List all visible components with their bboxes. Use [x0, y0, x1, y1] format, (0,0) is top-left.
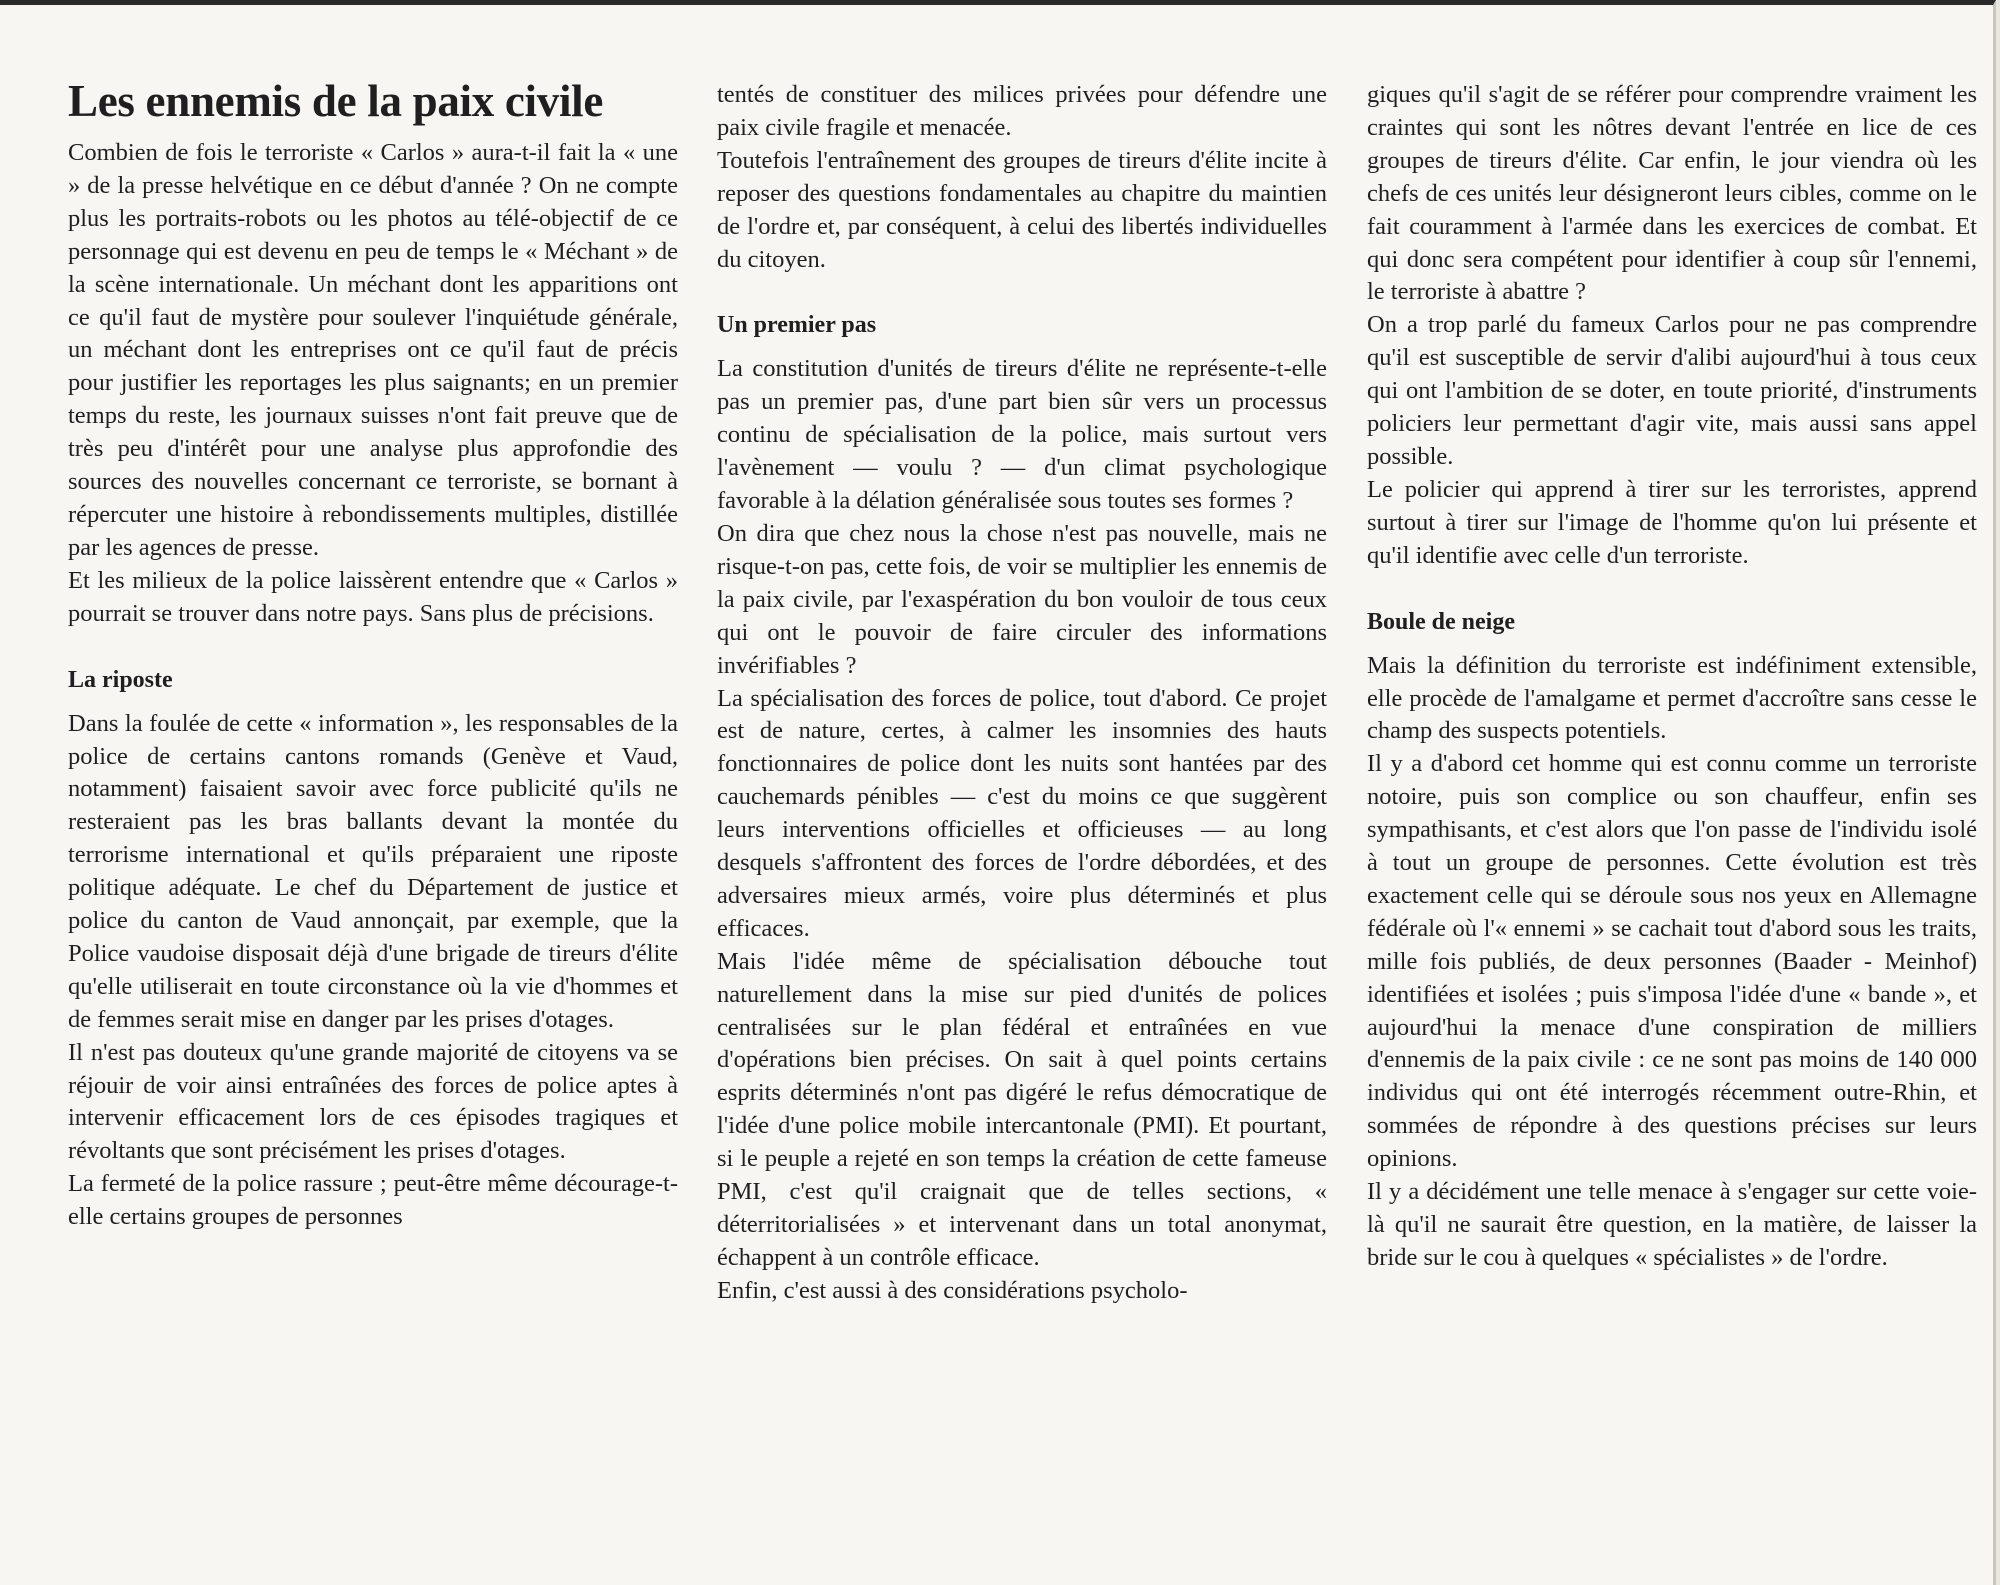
- paragraph: On a trop parlé du fameux Carlos pour ne pas comprendre qu'il est susceptible de servir d'alibi aujourd'hui à tous ceux qui ont l'ambition de se doter, en toute priorité, d'instruments policiers leur permettant d'agir vite, mais aussi sans appel possible.: [1367, 311, 1977, 470]
- paragraph: Mais la définition du terroriste est indéfiniment extensible, elle procède de l'amalgame et permet d'accroître sans cesse le champ des suspects potentiels.: [1367, 651, 1977, 745]
- paragraph: Enfin, c'est aussi à des considérations psycholo-: [717, 1276, 1188, 1304]
- section-heading-boule-de-neige: Boule de neige: [1367, 608, 1515, 635]
- paragraph: Toutefois l'entraînement des groupes de tireurs d'élite incite à reposer des questions fondamentales au chapitre du maintien de l'ordre et, par conséquent, à celui des libertés individuelles du citoyen.: [717, 146, 1327, 273]
- article-title: Les ennemis de la paix civile: [68, 76, 604, 126]
- paragraph: tentés de constituer des milices privées pour défendre une paix civile fragile et menacée.: [717, 81, 1327, 141]
- paragraph: Il y a d'abord cet homme qui est connu comme un terroriste notoire, puis son complice ou son chauffeur, enfin ses sympathisants, et c'est alors que l'on passe de l'individu isolé à tout un groupe de personnes. Cette évolution est très exactement celle qui se déroule sous nos yeux en Allemagne fédérale où l'« ennemi » se cachait tout d'abord sous les traits, mille fois publiés, de deux personnes (Baader - Meinhof) identifiées et isolées ; puis s'imposa l'idée d'une « bande », et aujourd'hui la menace d'une conspiration de milliers d'ennemis de la paix civile : ce ne sont pas moins de 140 000 individus qui ont été interrogés récemment outre-Rhin, et sommées de répondre à des questions précises sur leurs opinions.: [1367, 750, 1977, 1173]
- section-heading-premier-pas: Un premier pas: [717, 312, 877, 339]
- paragraph: La constitution d'unités de tireurs d'élite ne représente-t-elle pas un premier pas, d'une part bien sûr vers un processus continu de spécialisation de la police, mais surtout vers l'avènement — voulu ? — d'un climat psychologique favorable à la délation généralisée sous toutes ses formes ?: [717, 355, 1327, 515]
- paragraph: giques qu'il s'agit de se référer pour comprendre vraiment les craintes qui sont les nôtres devant l'entrée en lice de ces groupes de tireurs d'élite. Car enfin, le jour viendra où les chefs de ces unités leur désigneront leurs cibles, comme on le fait couramment à l'armée dans les exercices de combat. Et qui donc sera compétent pour identifier à coup sûr l'ennemi, le terroriste à abattre ?: [1367, 81, 1977, 306]
- column-1: [68, 73, 678, 1234]
- column-2: [717, 79, 1327, 1308]
- paragraph: Il n'est pas douteux qu'une grande majorité de citoyens va se réjouir de voir ainsi entraînées des forces de police aptes à intervenir efficacement lors de ces épisodes tragiques et révoltants que sont précisément les prises d'otages.: [68, 1038, 678, 1165]
- paragraph: Dans la foulée de cette « information », les responsables de la police de certains cantons romands (Genève et Vaud, notamment) faisaient savoir avec force publicité qu'ils ne resteraient pas les bras ballants devant la montée du terrorisme international et qu'ils préparaient une riposte politique adéquate. Le chef du Département de justice et police du canton de Vaud annonçait, par exemple, que la Police vaudoise disposait déjà d'une brigade de tireurs d'élite qu'elle utiliserait en toute circonstance où la vie d'hommes et de femmes serait mise en danger par les prises d'otages.: [68, 709, 678, 1033]
- paragraph: Et les milieux de la police laissèrent entendre que « Carlos » pourrait se trouver dans notre pays. Sans plus de précisions.: [68, 566, 678, 627]
- paragraph: Il y a décidément une telle menace à s'engager sur cette voie-là qu'il ne saurait être question, en la matière, de laisser la bride sur le cou à quelques « spécialistes » de l'ordre.: [1367, 1178, 1977, 1271]
- paragraph: Combien de fois le terroriste « Carlos » aura-t-il fait la « une » de la presse helvétique en ce début d'année ? On ne compte plus les portraits-robots ou les photos au télé-objectif de ce personnage qui est devenu en peu de temps le « Méchant » de la scène internationale. Un méchant dont les apparitions ont ce qu'il faut de mystère pour soulever l'inquiétude générale, un méchant dont les entreprises ont ce qu'il faut de précis pour justifier les reportages les plus saignants; en un premier temps du reste, les journaux suisses n'ont fait preuve que de très peu d'intérêt pour une analyse plus approfondie des sources des nouvelles concernant ce terroriste, se bornant à répercuter une histoire à rebondissements multiples, distillée par les agences de presse.: [68, 139, 678, 561]
- paragraph: La spécialisation des forces de police, tout d'abord. Ce projet est de nature, certes, à calmer les insomnies des hauts fonctionnaires de police dont les nuits sont hantées par des cauchemards pénibles — c'est du moins ce que suggèrent leurs interventions officielles et officieuses — au long desquels s'affrontent des forces de l'ordre débordées, et des adversaires mieux armés, voire plus déterminés et plus efficaces.: [717, 684, 1327, 942]
- paragraph: La fermeté de la police rassure ; peut-être même décourage-t-elle certains groupes de personnes: [68, 1170, 678, 1231]
- section-heading-riposte: La riposte: [68, 666, 173, 693]
- paragraph: On dira que chez nous la chose n'est pas nouvelle, mais ne risque-t-on pas, cette fois, de voir se multiplier les ennemis de la paix civile, par l'exaspération du bon vouloir de tous ceux qui ont le pouvoir de faire circuler des informations invérifiables ?: [717, 519, 1327, 679]
- column-3: [1367, 79, 1977, 1275]
- paragraph: Le policier qui apprend à tirer sur les terroristes, apprend surtout à tirer sur l'image de l'homme qu'on lui présente et qu'il identifie avec celle d'un terroriste.: [1367, 475, 1977, 569]
- paragraph: Mais l'idée même de spécialisation débouche tout naturellement dans la mise sur pied d'unités de polices centralisées sur le plan fédéral et entraînées en vue d'opérations bien précises. On sait à quel points certains esprits déterminés n'ont pas digéré le refus démocratique de l'idée d'une police mobile intercantonale (PMI). Et pourtant, si le peuple a rejeté en son temps la création de cette fameuse PMI, c'est qu'il craignait que de telles sections, « déterritorialisées » et intervenant dans un total anonymat, échappent à un contrôle efficace.: [717, 947, 1327, 1271]
